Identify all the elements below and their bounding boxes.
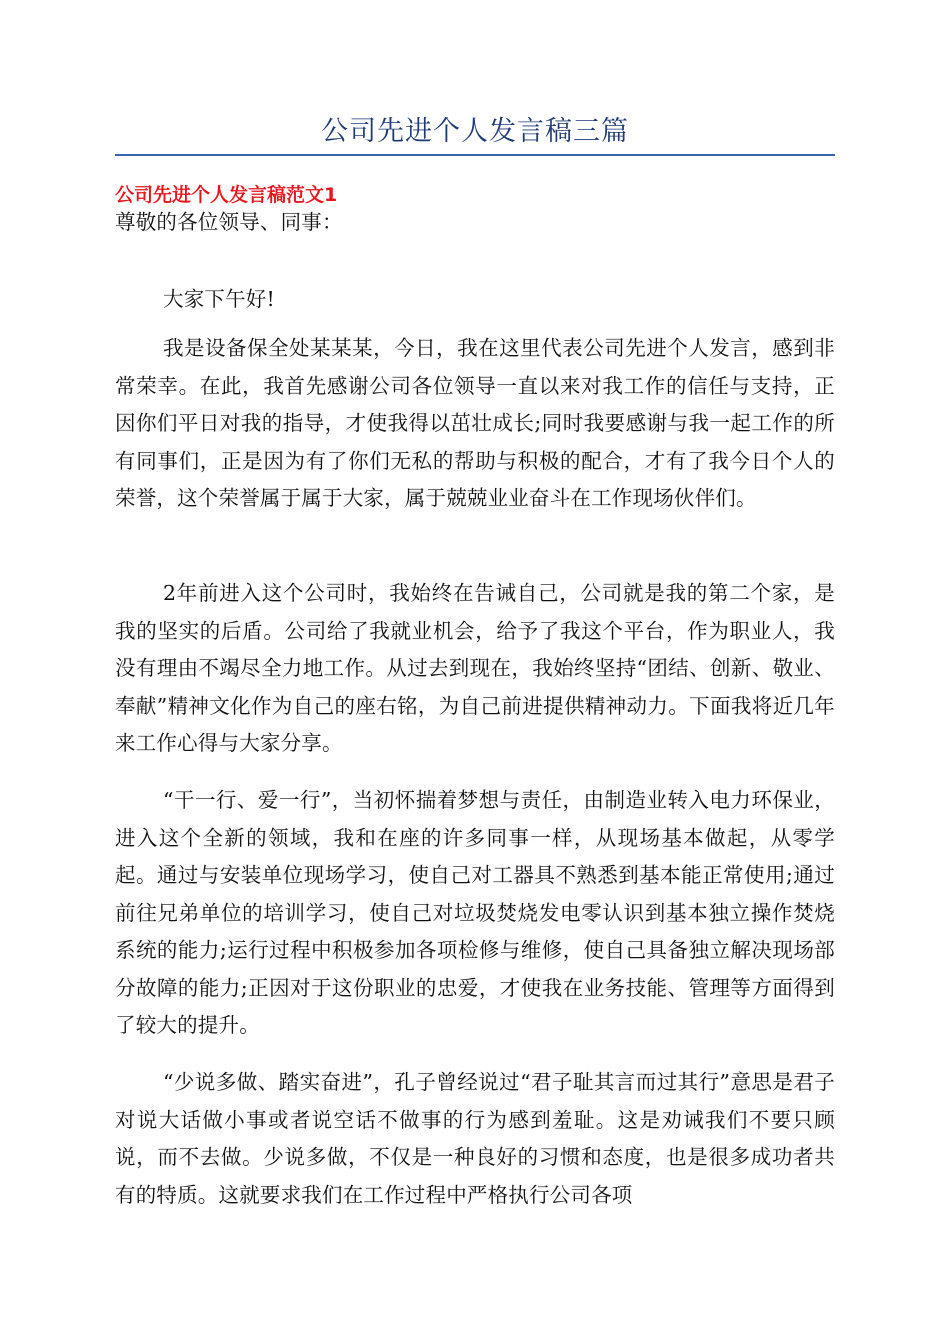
paragraph: 我是设备保全处某某某，今日，我在这里代表公司先进个人发言，感到非常荣幸。在此，我首先感谢公司各位领导一直以来对我工作的信任与支持，正因你们平日对我的指导，才使我得以茁壮成长;同时我要感谢与我一起工作的所有同事们，正是因为有了你们无私的帮助与积极的配合，才有了我今日个人的荣誉，这个荣誉属于属于大家，属于兢兢业业奋斗在工作现场伙伴们。	[115, 336, 835, 510]
paragraph: “干一行、爱一行”，当初怀揣着梦想与责任，由制造业转入电力环保业，进入这个全新的领域，我和在座的许多同事一样，从现场基本做起，从零学起。通过与安装单位现场学习，使自己对工器具不熟悉到基本能正常使用;通过前往兄弟单位的培训学习，使自己对垃圾焚烧发电零认识到基本独立操作焚烧系统的能力;运行过程中积极参加各项检修与维修，使自己具备独立解决现场部分故障的能力;正因对于这份职业的忠爱，才使我在业务技能、管理等方面得到了较大的提升。	[115, 788, 835, 1037]
title-divider	[115, 154, 835, 156]
section-heading: 公司先进个人发言稿范文1	[115, 184, 338, 206]
document-title: 公司先进个人发言稿三篇	[321, 116, 629, 147]
paragraph: 2年前进入这个公司时，我始终在告诫自己，公司就是我的第二个家，是我的坚实的后盾。公司给了我就业机会，给予了我这个平台，作为职业人，我没有理由不竭尽全力地工作。从过去到现在，我始终坚持“团结、创新、敬业、奉献”精神文化作为自己的座右铭，为自己前进提供精神动力。下面我将近几年来工作心得与大家分享。	[115, 581, 835, 755]
salutation: 尊敬的各位领导、同事：	[115, 210, 343, 234]
greeting: 大家下午好!	[163, 287, 275, 311]
paragraph: “少说多做、踏实奋进”，孔子曾经说过“君子耻其言而过其行”意思是君子对说大话做小事或者说空话不做事的行为感到羞耻。这是劝诫我们不要只顾说，而不去做。少说多做，不仅是一种良好的习惯和态度，也是很多成功者共有的特质。这就要求我们在工作过程中严格执行公司各项	[115, 1070, 835, 1207]
